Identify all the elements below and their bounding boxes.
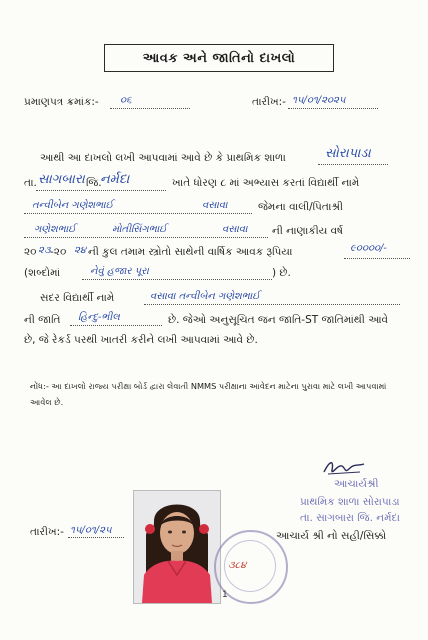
stamp-line-3: તા. સાગબારા જિ. નર્મદા xyxy=(300,512,400,524)
taluka-prefix: તા. xyxy=(24,177,37,189)
body-line-9: છે, જે રેકર્ડ પરથી ખાતરી કરીને લખી આપવામાં આવે છે. xyxy=(24,334,258,346)
school-name: સોરાપાડા xyxy=(325,146,371,161)
words-close: ) છે. xyxy=(272,267,291,279)
amount-underline xyxy=(344,258,410,259)
year-separator: -૨૦ xyxy=(50,246,67,258)
guardian-name: ગણેશભાઈ xyxy=(34,224,76,235)
title-text: આવક અને જાતિનો દાખલો xyxy=(142,50,296,66)
student-name: તન્વીબેન ગણેશભાઈ xyxy=(32,200,114,211)
line7-underline xyxy=(144,304,400,305)
amount-in-words: નેવું હજાર પૂરા xyxy=(90,266,149,277)
district-name: નર્મદા xyxy=(100,172,130,187)
year-a: ૨૩ xyxy=(38,245,51,256)
student-portrait-image xyxy=(134,491,220,603)
words-underline xyxy=(82,279,272,280)
principal-signature xyxy=(320,456,370,478)
body-line-8: છે. જેઓ અનુસૂચિત જન જાતિ-ST જાતિમાંથી આવે xyxy=(168,314,389,326)
caste-underline xyxy=(70,325,162,326)
words-open: (શબ્દોમાં xyxy=(24,267,61,279)
body-line-4: ની નાણાકીય વર્ષ xyxy=(272,225,344,237)
body-line-5: ની કુલ તમામ સ્ત્રોતો સાથેની વાર્ષિક આવક રૂપિયા xyxy=(88,246,293,258)
student-full-name: વસાવા તન્વીબેન ગણેશભાઈ xyxy=(150,291,260,302)
cert-no-underline xyxy=(110,108,190,109)
body-line-3: જેમના વાલી/પિતાશ્રી xyxy=(258,201,343,213)
photo-register-number: ૩૮૪ xyxy=(228,560,247,571)
year-prefix: ૨૦ xyxy=(24,246,37,258)
body-line-1: આથી આ દાખલો લખી આપવામાં આવે છે કે પ્રાથમિક શાળા xyxy=(40,152,286,164)
student-surname: વસાવા xyxy=(202,200,228,211)
guardian-surname: વસાવા xyxy=(222,224,248,235)
date-top-underline xyxy=(288,108,378,109)
photo-mark-number: 1 xyxy=(222,590,228,600)
guardian-father: મોતીસિંગભાઈ xyxy=(112,224,167,235)
student-photo xyxy=(133,490,221,604)
date-bottom-underline xyxy=(68,537,124,538)
certificate-title xyxy=(104,44,334,72)
district-prefix: જિ. xyxy=(86,177,102,189)
body-line-2: ખાતે ધોરણ ૮ માં અભ્યાસ કરતાં વિદ્યાર્થી નામે xyxy=(172,177,360,189)
cert-no-value: ૦૬ xyxy=(120,95,132,106)
line4-underline xyxy=(24,237,268,238)
cert-no-label: પ્રમાણપત્ર ક્રમાંક:- xyxy=(24,96,99,108)
stamp-line-1: આચાર્યશ્રી xyxy=(334,478,379,490)
date-top-value: ૧૫/૦૧/૨૦૨૫ xyxy=(292,95,346,106)
date-bottom-value: ૧૫/૦૧/૨૫ xyxy=(70,525,112,536)
signature-label: આચાર્ય શ્રી નો સહી/સિક્કો xyxy=(276,530,387,542)
caste-value: હિન્દુ-ભીલ xyxy=(78,312,120,323)
school-underline xyxy=(318,164,388,165)
year-b: ૨૪ xyxy=(74,245,87,256)
body-line-7: સદર વિદ્યાર્થી નામે xyxy=(40,292,115,304)
taluka-name: સાગબારા xyxy=(38,172,85,187)
line2-underline xyxy=(36,190,166,191)
stamp-line-2: પ્રાથમિક શાળા સોરાપાડા xyxy=(300,496,400,508)
caste-prefix: ની જાતિ xyxy=(24,314,61,326)
date-top-label: તારીખ:- xyxy=(252,96,286,108)
line3-underline xyxy=(24,213,252,214)
date-bottom-label: તારીખ:- xyxy=(30,526,64,538)
income-amount: ૯૦૦૦૦/- xyxy=(350,243,387,254)
note: નોંધ:- આ દાખલો રાજ્ય પરીક્ષા બોર્ડ દ્વારા લેવાતી NMMS પરીક્ષાના આવેદન માટેના પુરાવા માટે લખી આપવામાં આવેલ છે. xyxy=(30,381,387,407)
